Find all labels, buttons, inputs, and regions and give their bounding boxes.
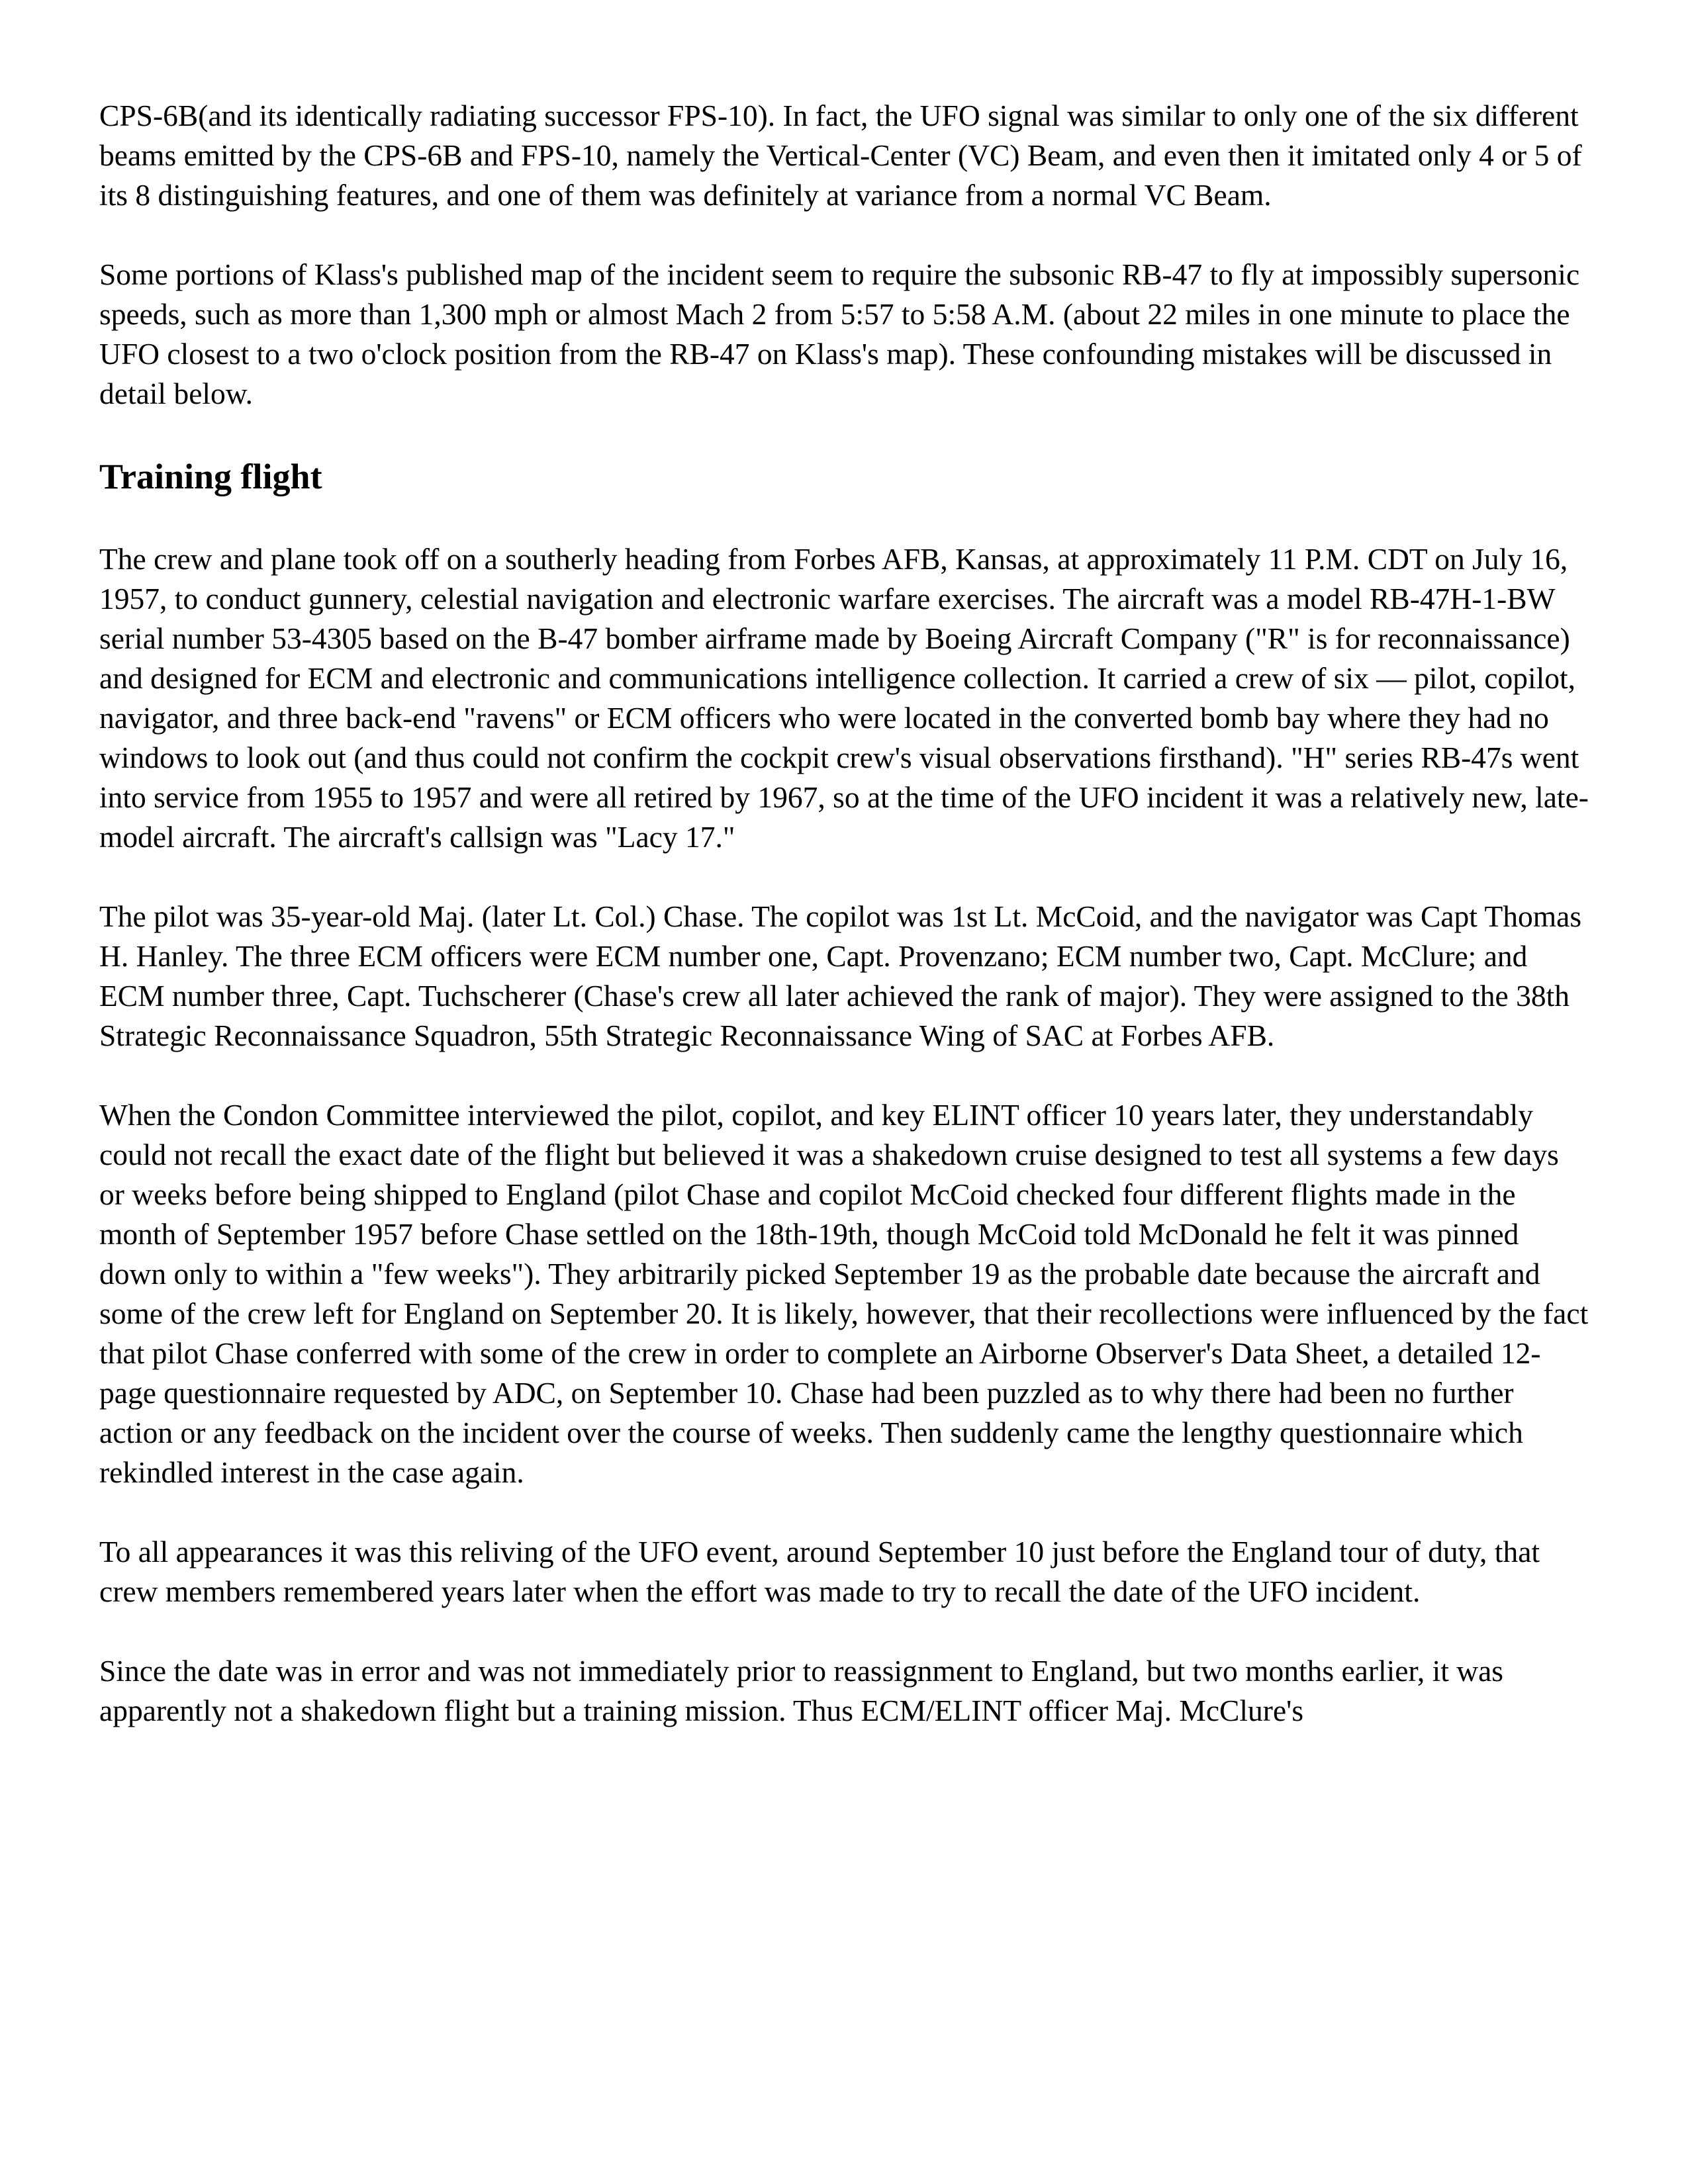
section-paragraph-2: The pilot was 35-year-old Maj. (later Lt. Col.) Chase. The copilot was 1st Lt. McCoid, and the navigator was Capt Thomas H. Hanley. The three ECM officers were ECM number one, Capt. Provenzano; ECM number two, Capt. McClure; and ECM number three, Capt. Tuchscherer (Chase's crew all later achieved the rank of major). They were assigned to the 38th Strategic Reconnaissance Squadron, 55th Strategic Reconnaissance Wing of SAC at Forbes AFB. <box>99 899 1582 1052</box>
section-paragraph-3: When the Condon Committee interviewed the pilot, copilot, and key ELINT officer 10 years later, they understandably could not recall the exact date of the flight but believed it was a shakedown cruise designed to test all systems a few days or weeks before being shipped to England (pilot Chase and copilot McCoid checked four different flights made in the month of September 1957 before Chase settled on the 18th-19th, though McCoid told McDonald he felt it was pinned down only to within a "few weeks"). They arbitrarily picked September 19 as the probable date because the aircraft and some of the crew left for England on September 20. It is likely, however, that their recollections were influenced by the fact that pilot Chase conferred with some of the crew in order to complete an Airborne Observer's Data Sheet, a detailed 12-page questionnaire requested by ADC, on September 10. Chase had been puzzled as to why there had been no further action or any feedback on the incident over the course of weeks. Then suddenly came the lengthy questionnaire which rekindled interest in the case again. <box>99 1098 1589 1489</box>
section-heading: Training flight <box>99 457 322 496</box>
document-page <box>99 96 1589 1731</box>
intro-paragraph-2: Some portions of Klass's published map of the incident seem to require the subsonic RB-47 to fly at impossibly supersonic speeds, such as more than 1,300 mph or almost Mach 2 from 5:57 to 5:58 A.M. (about 22 miles in one minute to place the UFO closest to a two o'clock position from the RB-47 on Klass's map). These confounding mistakes will be discussed in detail below. <box>99 257 1580 410</box>
section-paragraph-4: To all appearances it was this reliving of the UFO event, around September 10 just before the England tour of duty, that crew members remembered years later when the effort was made to try to recall the date of the UFO incident. <box>99 1535 1540 1608</box>
section-paragraph-1: The crew and plane took off on a southerly heading from Forbes AFB, Kansas, at approximately 11 P.M. CDT on July 16, 1957, to conduct gunnery, celestial navigation and electronic warfare exercises. The aircraft was a model RB-47H-1-BW serial number 53-4305 based on the B-47 bomber airframe made by Boeing Aircraft Company ("R" is for reconnaissance) and designed for ECM and electronic and communications intelligence collection. It carried a crew of six — pilot, copilot, navigator, and three back-end "ravens" or ECM officers who were located in the converted bomb bay where they had no windows to look out (and thus could not confirm the cockpit crew's visual observations firsthand). "H" series RB-47s went into service from 1955 to 1957 and were all retired by 1967, so at the time of the UFO incident it was a relatively new, late-model aircraft. The aircraft's callsign was "Lacy 17." <box>99 542 1589 854</box>
section-paragraph-5: Since the date was in error and was not immediately prior to reassignment to England, but two months earlier, it was apparently not a shakedown flight but a training mission. Thus ECM/ELINT officer Maj. McClure's <box>99 1654 1503 1727</box>
intro-paragraph-1: CPS-6B(and its identically radiating successor FPS-10). In fact, the UFO signal was similar to only one of the six different beams emitted by the CPS-6B and FPS-10, namely the Vertical-Center (VC) Beam, and even then it imitated only 4 or 5 of its 8 distinguishing features, and one of them was definitely at variance from a normal VC Beam. <box>99 99 1582 212</box>
